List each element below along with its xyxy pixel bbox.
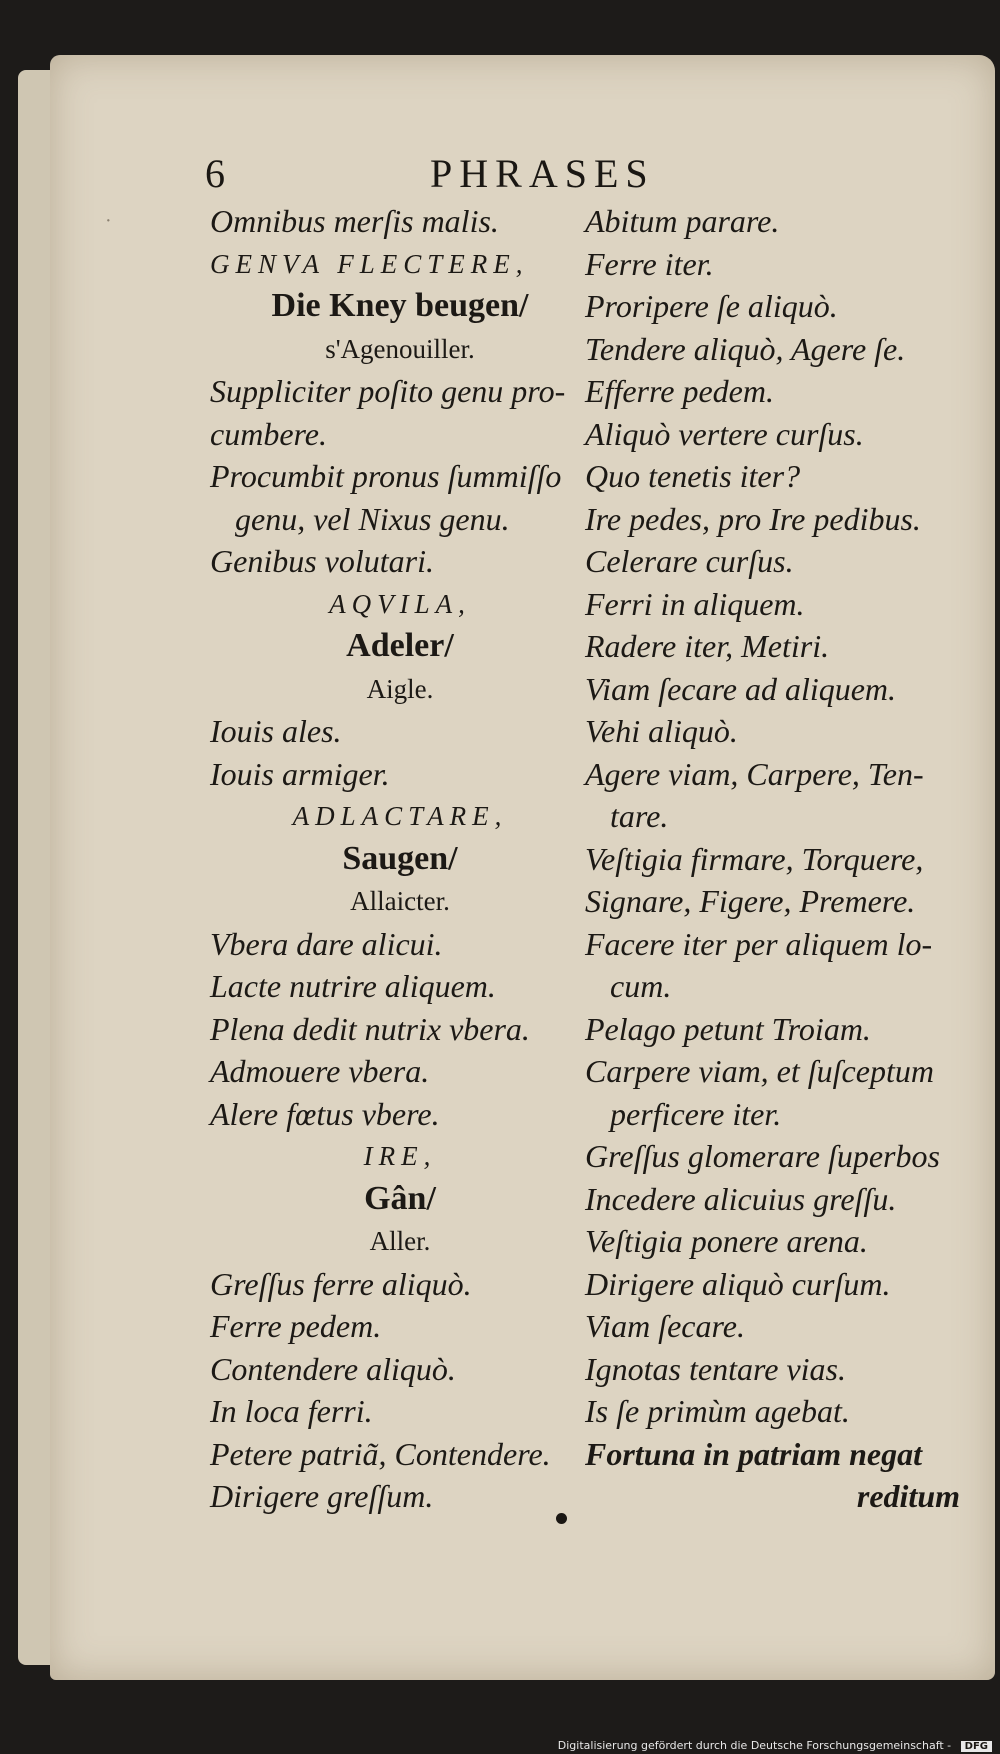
right-column-line: Radere iter, Metiri.: [585, 628, 830, 664]
right-column-line: Abitum parare.: [585, 203, 780, 239]
left-column-line: cumbere.: [210, 415, 327, 452]
footer-credit: [0, 1739, 992, 1752]
left-column-line: Greſſus ferre aliquò.: [210, 1265, 472, 1302]
dfg-logo: DFG: [961, 1741, 992, 1752]
left-column-line: s'Agenouiller.: [325, 333, 475, 364]
right-column-line: Greſſus glomerare ſuperbos: [585, 1138, 940, 1174]
right-column-line: Efferre pedem.: [585, 373, 774, 409]
right-column-line: Veſtigia firmare, Torquere,: [585, 840, 924, 877]
left-column-line: In loca ferri.: [210, 1393, 373, 1429]
left-column-line: Petere patriã, Contendere.: [210, 1435, 551, 1472]
right-column-line: Incedere alicuius greſſu.: [585, 1180, 897, 1217]
right-column-line: tare.: [610, 798, 669, 834]
left-column-line: Contendere aliquò.: [210, 1350, 456, 1387]
right-column-line: cum.: [610, 968, 672, 1004]
right-column-line: Tendere aliquò, Agere ſe.: [585, 330, 906, 367]
left-column-line: Dirigere greſſum.: [210, 1478, 434, 1514]
right-column-line: Viam ſecare.: [585, 1308, 745, 1344]
left-column-line: Genibus volutari.: [210, 543, 434, 579]
left-column-line: Vbera dare alicui.: [210, 925, 443, 962]
right-column-line: Agere viam, Carpere, Ten-: [585, 755, 924, 792]
right-column-line: Celerare curſus.: [585, 543, 794, 579]
right-column-line: Carpere viam, et ſuſceptum: [585, 1053, 934, 1089]
left-column-line: Aigle.: [366, 673, 434, 704]
right-column-line: Facere iter per aliquem lo-: [585, 925, 933, 962]
left-column-line: genu, vel Nixus genu.: [235, 500, 510, 537]
right-column-line: perficere iter.: [610, 1095, 782, 1132]
left-column-line: Iouis ales.: [210, 713, 342, 749]
bullet-mark: [556, 1513, 567, 1524]
left-column-line: Ferre pedem.: [210, 1308, 382, 1344]
left-column-line: Admouere vbera.: [210, 1053, 430, 1089]
left-column-line: ADLACTARE,: [292, 801, 508, 831]
left-column-line: Omnibus merſis malis.: [210, 203, 499, 239]
left-column-line: Allaicter.: [350, 886, 450, 916]
right-column-line: Proripere ſe aliquò.: [585, 288, 838, 324]
left-column-line: GENVA FLECTERE,: [210, 248, 529, 279]
right-column-line: Ire pedes, pro Ire pedibus.: [585, 500, 921, 537]
right-column-line: Ignotas tentare vias.: [585, 1350, 846, 1387]
left-column-line: Adeler/: [346, 627, 454, 664]
left-column-line: Iouis armiger.: [210, 755, 390, 792]
margin-mark: ·: [105, 210, 112, 232]
running-head: PHRASES: [430, 151, 655, 196]
right-column: [585, 200, 980, 1518]
right-column-line: reditum: [856, 1478, 960, 1514]
left-column-line: Die Kney beugen/: [271, 287, 529, 324]
left-column-line: Aller.: [369, 1226, 431, 1256]
left-column: [210, 200, 590, 1518]
right-column-line: Is ſe primùm agebat.: [585, 1393, 850, 1429]
left-column-line: Procumbit pronus ſummiſſo: [210, 458, 562, 494]
right-column-line: Pelago petunt Troiam.: [585, 1010, 871, 1047]
footer-text: Digitalisierung gefördert durch die Deutsche Forschungsgemeinschaft -: [557, 1739, 952, 1752]
left-column-line: Gân/: [364, 1179, 436, 1217]
right-column-line: Aliquò vertere curſus.: [585, 415, 864, 452]
right-column-line: Viam ſecare ad aliquem.: [585, 670, 897, 707]
left-column-line: AQVILA,: [329, 588, 471, 619]
right-column-line: Signare, Figere, Premere.: [585, 883, 916, 919]
right-column-line: Ferre iter.: [585, 245, 714, 282]
right-column-line: Dirigere aliquò curſum.: [585, 1265, 891, 1302]
left-column-line: Plena dedit nutrix vbera.: [210, 1010, 530, 1047]
left-column-line: Lacte nutrire aliquem.: [210, 968, 496, 1004]
left-column-line: IRE,: [363, 1141, 437, 1171]
right-column-line: Ferri in aliquem.: [585, 585, 805, 622]
right-column-line: Veſtigia ponere arena.: [585, 1223, 868, 1259]
left-column-line: Saugen/: [342, 839, 458, 877]
right-column-line: Fortuna in patriam negat: [585, 1435, 922, 1472]
left-column-line: Suppliciter poſito genu pro-: [210, 373, 566, 409]
right-column-line: Quo tenetis iter?: [585, 458, 801, 494]
page-number: 6: [205, 151, 225, 196]
right-column-line: Vehi aliquò.: [585, 713, 738, 749]
left-column-line: Alere fœtus vbere.: [210, 1095, 440, 1132]
